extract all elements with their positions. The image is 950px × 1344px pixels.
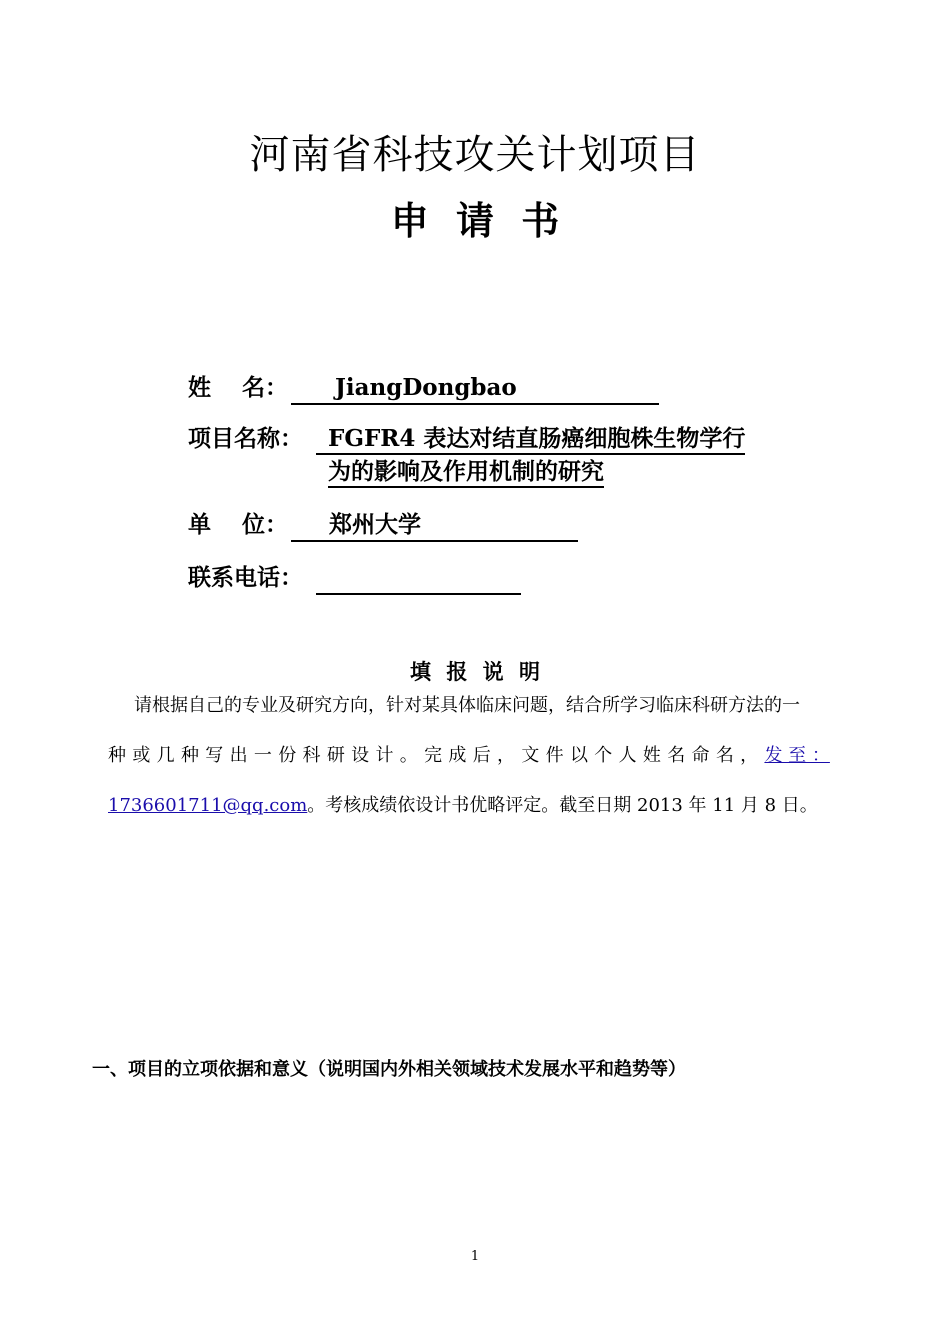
instruction-char: ， <box>740 745 759 766</box>
unit-label: 单 位： <box>188 511 289 538</box>
section-1-heading: 一、项目的立项依据和意义（说明国内外相关领域技术发展水平和趋势等） <box>92 1059 686 1080</box>
instruction-char: 后 <box>472 745 491 766</box>
instructions-line-1: 请根据自己的专业及研究方向，针对某具体临床问题，结合所学习临床科研方法的一 <box>134 695 800 716</box>
instruction-char: 件 <box>545 745 564 766</box>
instruction-char: 文 <box>521 745 540 766</box>
instruction-char: 个 <box>594 745 613 766</box>
project-value-line1-text: FGFR4 表达对结直肠癌细胞株生物学行 <box>316 425 745 455</box>
instructions-heading: 填 报 说 明 <box>410 659 540 684</box>
document-title: 河南省科技攻关计划项目 <box>249 132 701 178</box>
unit-field <box>291 510 578 542</box>
document-subtitle: 申 请 书 <box>390 199 560 243</box>
instruction-char: 设 <box>351 745 370 766</box>
page-number: 1 <box>470 1249 480 1264</box>
project-value-line2 <box>328 457 604 487</box>
instruction-char: 种 <box>180 745 199 766</box>
instruction-char: 完 <box>424 745 443 766</box>
instruction-char: 名 <box>667 745 686 766</box>
instruction-char: 命 <box>691 745 710 766</box>
project-value-line1 <box>316 424 745 454</box>
instruction-char: 人 <box>618 745 637 766</box>
instruction-char: 以 <box>569 745 588 766</box>
instructions-line-3 <box>108 794 818 818</box>
instruction-char: 或 <box>132 745 151 766</box>
instruction-char: 一 <box>253 745 272 766</box>
instructions-line-3-rest: 。考核成绩依设计书优略评定。截至日期 2013 年 11 月 8 日。 <box>307 795 818 816</box>
instruction-char: 出 <box>229 745 248 766</box>
project-label: 项目名称： <box>188 425 303 452</box>
instructions-line-2 <box>108 744 830 768</box>
instruction-char: 名 <box>715 745 734 766</box>
instruction-char: 计 <box>375 745 394 766</box>
instruction-char: 份 <box>278 745 297 766</box>
phone-label: 联系电话： <box>188 564 303 591</box>
unit-value: 郑州大学 <box>329 511 421 538</box>
instruction-char: 研 <box>326 745 345 766</box>
name-field <box>291 373 659 405</box>
instruction-char: 成 <box>448 745 467 766</box>
name-label: 姓 名： <box>188 374 289 401</box>
instruction-char: 科 <box>302 745 321 766</box>
instruction-char: 。 <box>399 745 418 766</box>
send-to-link[interactable]: 发 至 ： <box>764 745 830 766</box>
instruction-char: 种 <box>108 745 126 766</box>
phone-field <box>316 563 521 595</box>
instruction-char: 写 <box>205 745 224 766</box>
instruction-char: ， <box>497 745 515 766</box>
project-value-line2-text: 为的影响及作用机制的研究 <box>328 458 604 488</box>
instruction-char: 姓 <box>642 745 661 766</box>
name-value: JiangDongbao <box>335 374 517 401</box>
email-link[interactable]: 1736601711@qq.com <box>108 795 308 816</box>
instruction-char: 几 <box>156 745 175 766</box>
